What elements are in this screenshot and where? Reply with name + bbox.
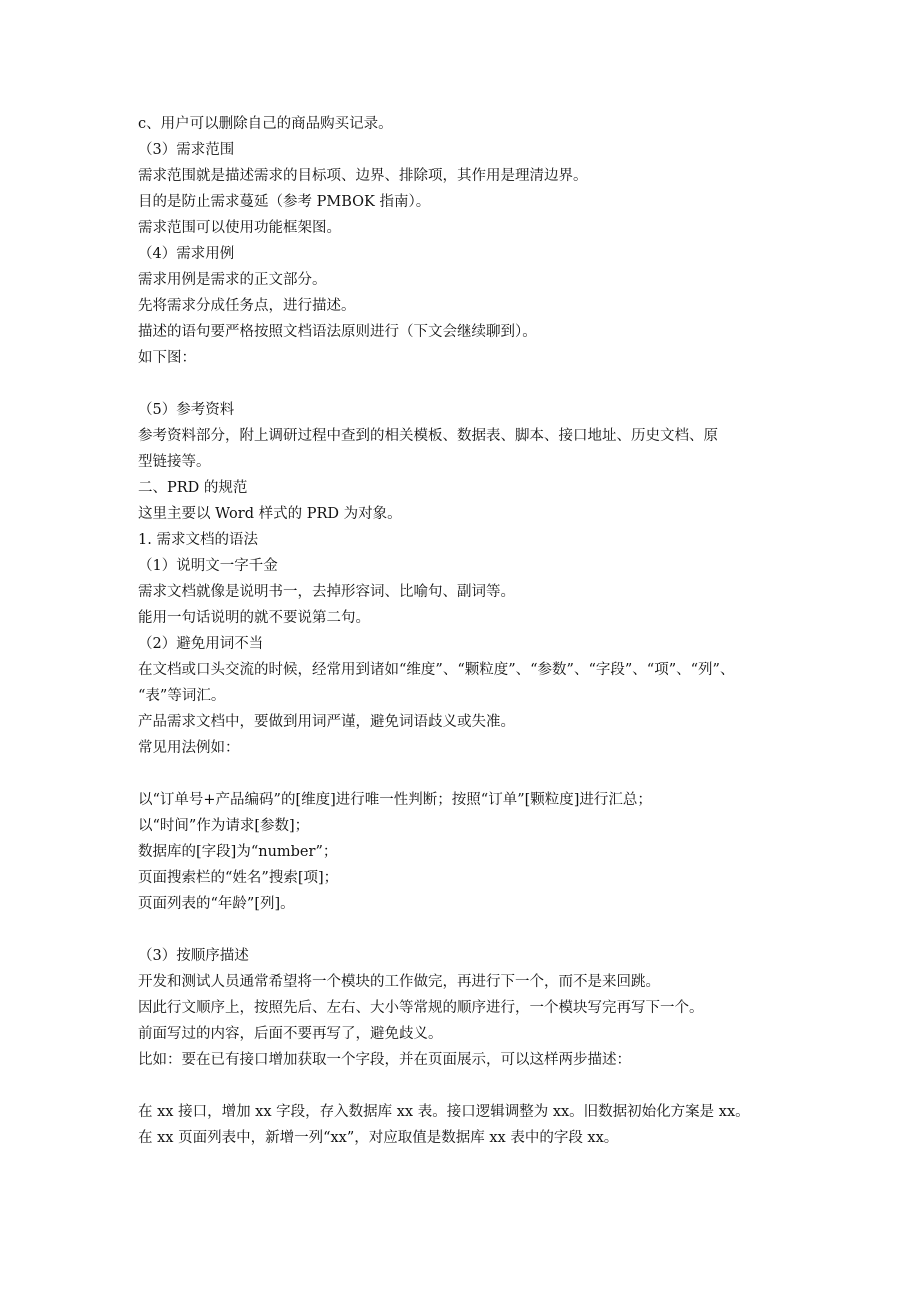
section-heading-references: （5）参考资料 xyxy=(138,402,235,418)
example-line: 页面搜索栏的“姓名”搜索[项]； xyxy=(138,870,339,886)
subheading-order: （3）按顺序描述 xyxy=(138,948,249,964)
text-line: “表”等词汇。 xyxy=(138,688,226,704)
text-line: 常见用法例如： xyxy=(138,740,240,756)
section-heading-use-cases: （4）需求用例 xyxy=(138,246,235,262)
text-line: 前面写过的内容，后面不要再写了，避免歧义。 xyxy=(138,1026,443,1042)
text-line: 如下图： xyxy=(138,350,196,366)
text-line: 目的是防止需求蔓延（参考 PMBOK 指南）。 xyxy=(138,194,431,210)
example-line: 页面列表的“年龄”[列]。 xyxy=(138,896,295,912)
text-line: 产品需求文档中，要做到用词严谨，避免词语歧义或失准。 xyxy=(138,714,515,730)
blank-line xyxy=(138,1073,800,1099)
example-line: 在 xx 接口，增加 xx 字段，存入数据库 xx 表。接口逻辑调整为 xx。旧数据初始化方案是 xx。 xyxy=(138,1104,750,1120)
text-line: 型链接等。 xyxy=(138,454,211,470)
section-heading-requirement-scope: （3）需求范围 xyxy=(138,142,235,158)
text-line: 需求范围就是描述需求的目标项、边界、排除项，其作用是理清边界。 xyxy=(138,168,588,184)
section-heading-grammar: 1. 需求文档的语法 xyxy=(138,532,258,548)
blank-line xyxy=(138,917,800,943)
text-line: 开发和测试人员通常希望将一个模块的工作做完，再进行下一个，而不是来回跳。 xyxy=(138,974,660,990)
example-line: 以“时间”作为请求[参数]； xyxy=(138,818,310,834)
example-line: 以“订单号+产品编码”的[维度]进行唯一性判断；按照“订单”[颗粒度]进行汇总； xyxy=(138,792,652,808)
section-heading-prd-standards: 二、PRD 的规范 xyxy=(138,480,248,496)
text-line: 需求范围可以使用功能框架图。 xyxy=(138,220,341,236)
text-line: 描述的语句要严格按照文档语法原则进行（下文会继续聊到）。 xyxy=(138,324,537,340)
blank-line xyxy=(138,371,800,397)
text-line: 能用一句话说明的就不要说第二句。 xyxy=(138,610,370,626)
text-line: 参考资料部分，附上调研过程中查到的相关模板、数据表、脚本、接口地址、历史文档、原 xyxy=(138,428,718,444)
text-line: 这里主要以 Word 样式的 PRD 为对象。 xyxy=(138,506,402,522)
subheading-concise: （1）说明文一字千金 xyxy=(138,558,278,574)
text-line: 先将需求分成任务点，进行描述。 xyxy=(138,298,356,314)
example-line: 数据库的[字段]为“number”； xyxy=(138,844,338,860)
text-line: 在文档或口头交流的时候，经常用到诸如“维度”、“颗粒度”、“参数”、“字段”、“项”、“列”、 xyxy=(138,662,735,678)
blank-line xyxy=(138,761,800,787)
subheading-word-choice: （2）避免用词不当 xyxy=(138,636,264,652)
text-line: 需求文档就像是说明书一，去掉形容词、比喻句、副词等。 xyxy=(138,584,515,600)
text-line: c、用户可以删除自己的商品购买记录。 xyxy=(138,116,393,132)
text-line: 因此行文顺序上，按照先后、左右、大小等常规的顺序进行，一个模块写完再写下一个。 xyxy=(138,1000,704,1016)
text-line: 需求用例是需求的正文部分。 xyxy=(138,272,327,288)
text-line: 比如：要在已有接口增加获取一个字段，并在页面展示，可以这样两步描述： xyxy=(138,1052,631,1068)
example-line: 在 xx 页面列表中，新增一列“xx”，对应取值是数据库 xx 表中的字段 xx。 xyxy=(138,1130,619,1146)
document-page xyxy=(138,111,800,1151)
